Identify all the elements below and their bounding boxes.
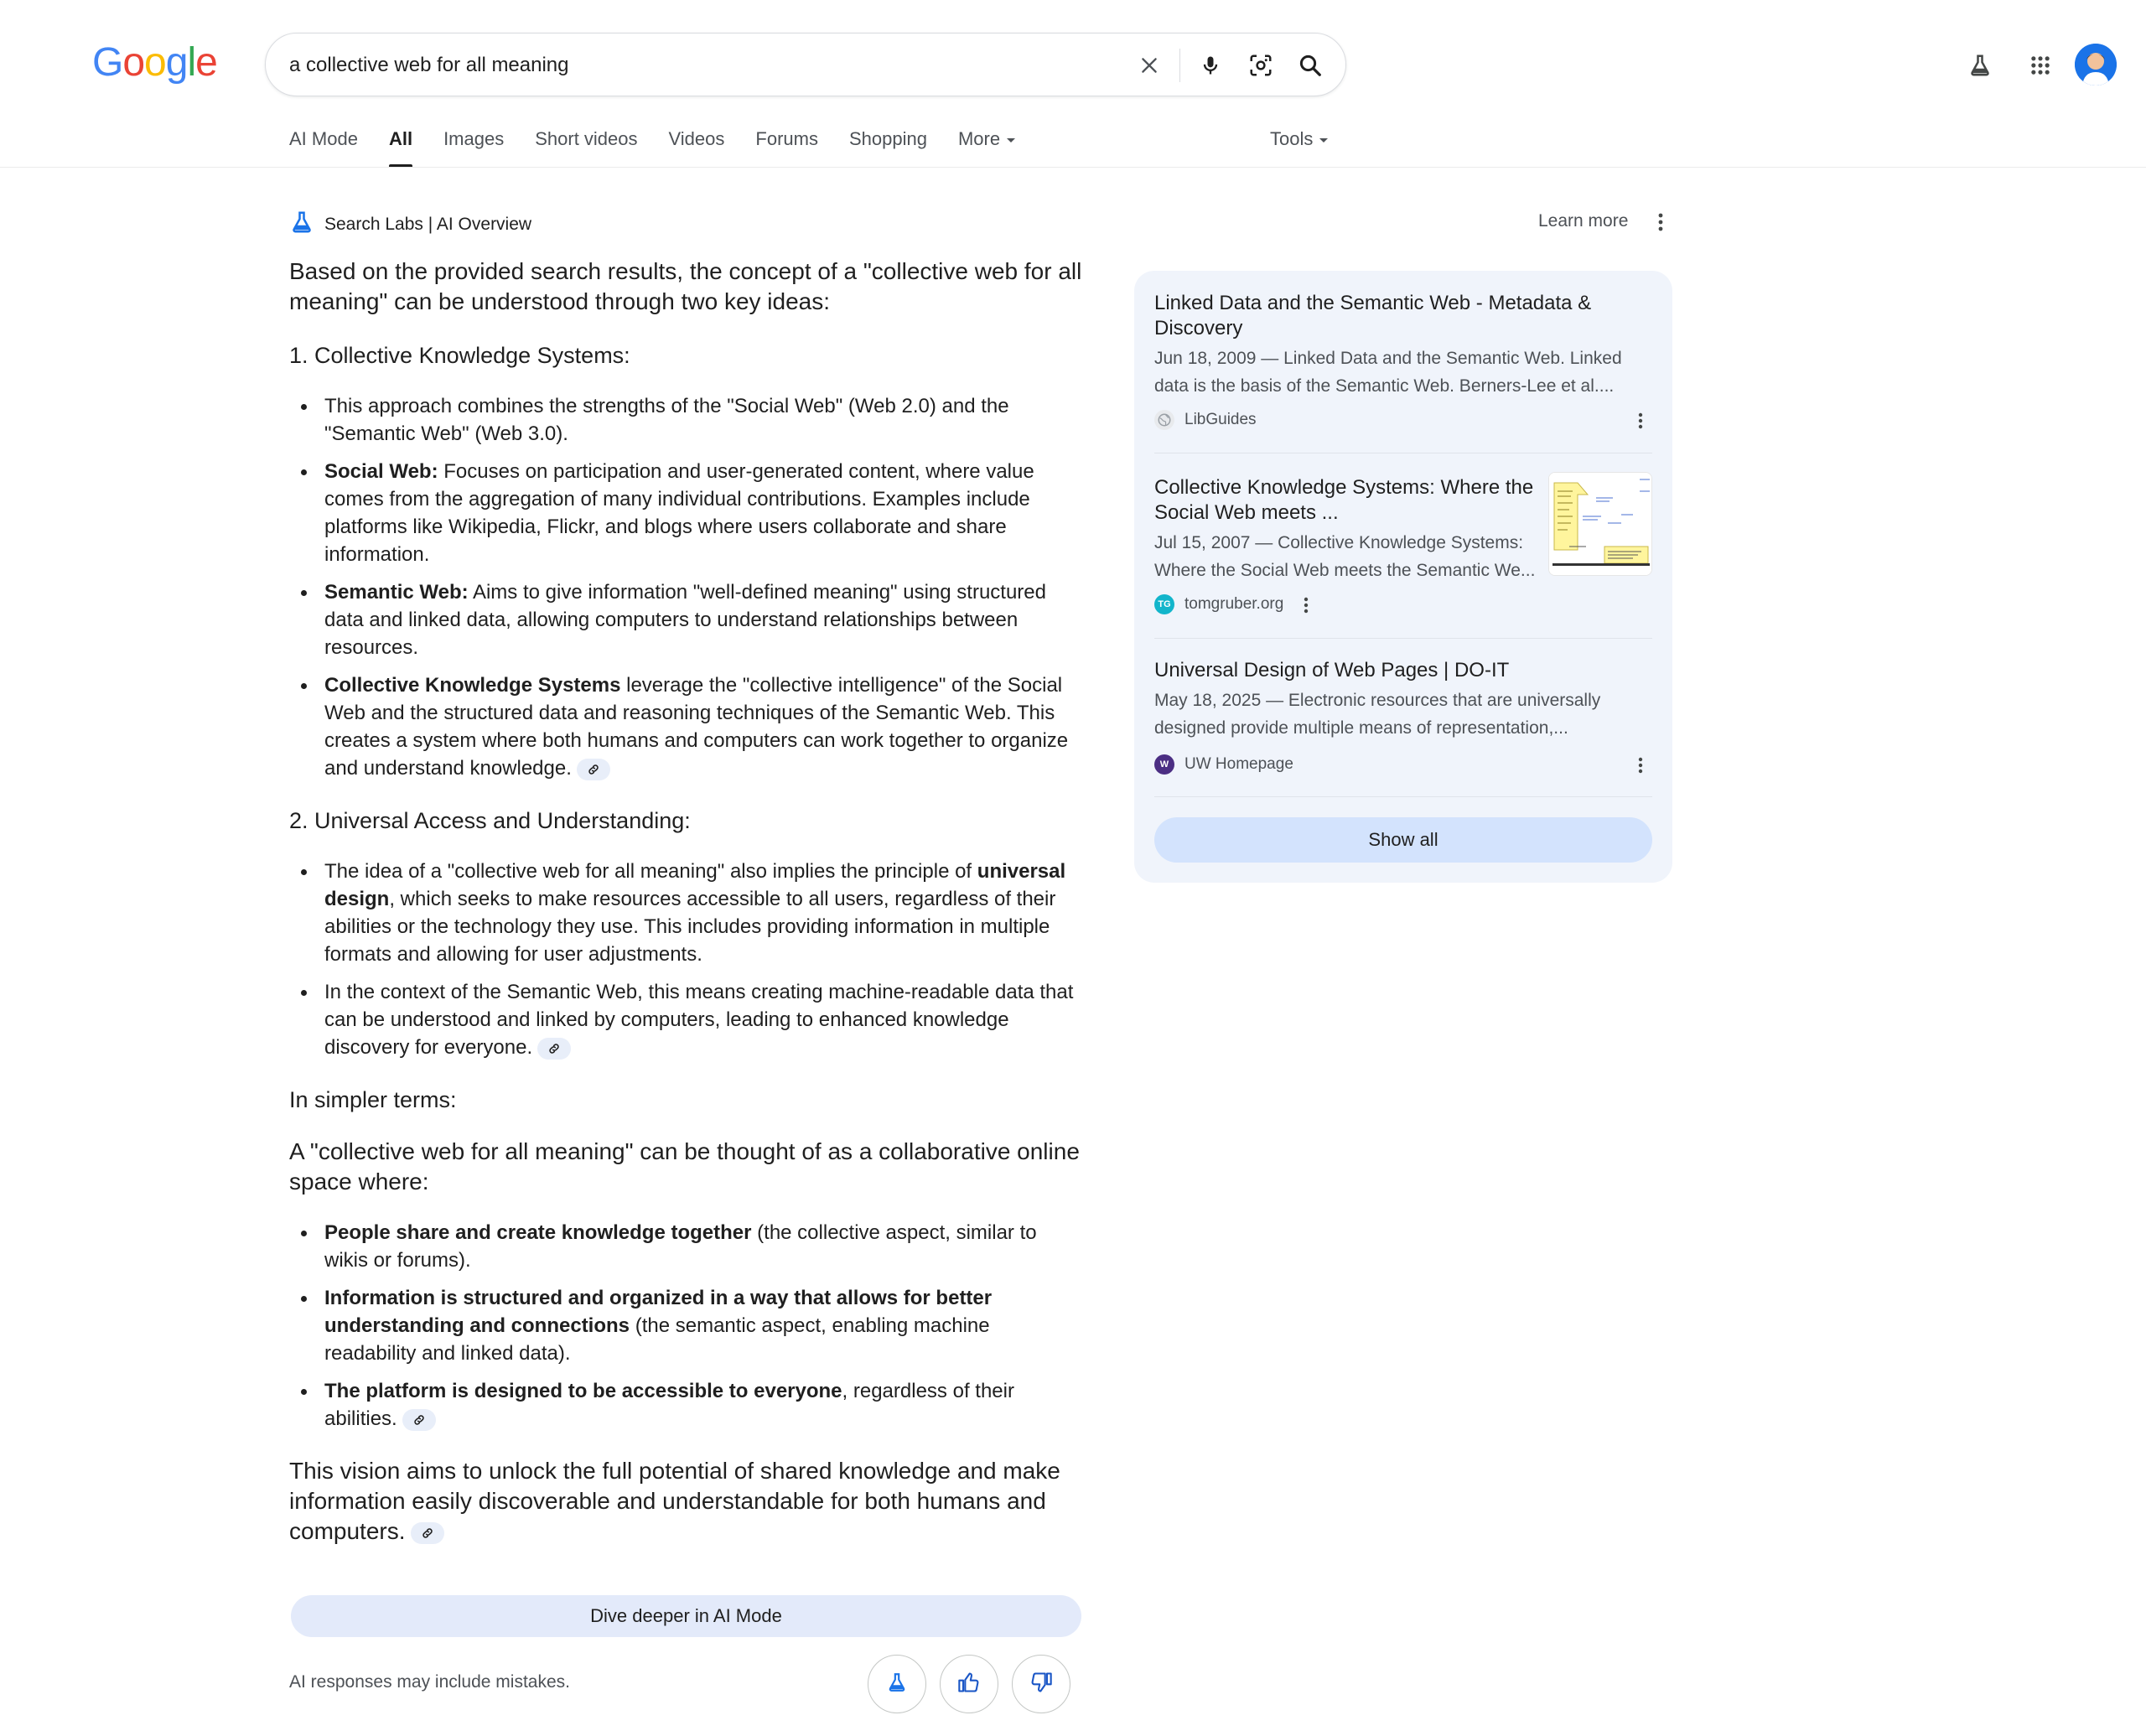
caret-down-icon bbox=[1319, 138, 1328, 143]
thumbs-up-button[interactable] bbox=[940, 1655, 998, 1713]
bullet-text: In the context of the Semantic Web, this means creating machine-readable data that can be understood and linked by computers, leading to enhanced knowledge discovery for everyone. bbox=[324, 981, 1074, 1059]
list-item bbox=[289, 458, 1086, 568]
source-card[interactable] bbox=[1154, 475, 1540, 584]
clear-icon[interactable] bbox=[1133, 49, 1166, 82]
tab-ai-mode[interactable] bbox=[289, 126, 358, 168]
ai-overview-body bbox=[289, 257, 1086, 1572]
source-link-icon[interactable] bbox=[537, 1038, 571, 1060]
simpler-intro: A "collective web for all meaning" can be thought of as a collaborative online space where: bbox=[289, 1138, 1080, 1194]
list-item bbox=[289, 1284, 1086, 1367]
google-logo[interactable] bbox=[92, 39, 217, 87]
conclusion-text: This vision aims to unlock the full potential of shared knowledge and make information easily discoverable and understandable for both humans and computers. bbox=[289, 1458, 1060, 1544]
logo-letter: o bbox=[144, 40, 166, 85]
logo-letter: g bbox=[165, 40, 188, 85]
microphone-icon[interactable] bbox=[1194, 49, 1227, 82]
tab-label: Forums bbox=[755, 128, 818, 149]
source-thumbnail[interactable] bbox=[1548, 472, 1652, 576]
tab-label: Short videos bbox=[535, 128, 638, 149]
dive-deeper-button[interactable]: Dive deeper in AI Mode bbox=[291, 1595, 1081, 1637]
bullet-list bbox=[289, 858, 1086, 1061]
list-item bbox=[289, 978, 1086, 1061]
tab-label: Shopping bbox=[848, 128, 927, 149]
caret-down-icon bbox=[1007, 138, 1015, 143]
list-item bbox=[289, 671, 1086, 782]
search-box[interactable] bbox=[265, 33, 1346, 96]
labs-flask-icon[interactable] bbox=[1962, 47, 1998, 84]
source-title[interactable]: Collective Knowledge Systems: Where the Social Web meets ... bbox=[1154, 476, 1534, 524]
bullet-list bbox=[289, 392, 1086, 782]
bullet-bold: Collective Knowledge Systems bbox=[324, 674, 621, 697]
labs-feedback-button[interactable] bbox=[868, 1655, 926, 1713]
tab-short-videos[interactable] bbox=[535, 126, 637, 168]
labs-flask-icon bbox=[289, 210, 314, 240]
bullet-text: (the collective aspect, similar to wikis or forums). bbox=[324, 1221, 1037, 1272]
section-heading: 1. Collective Knowledge Systems: bbox=[289, 343, 630, 368]
more-options-icon[interactable] bbox=[1632, 753, 1649, 778]
source-link-icon[interactable] bbox=[402, 1409, 436, 1431]
thumbs-up-icon bbox=[957, 1671, 981, 1698]
list-item bbox=[289, 578, 1086, 661]
tab-label: Videos bbox=[668, 128, 725, 149]
ai-disclaimer: AI responses may include mistakes. bbox=[289, 1672, 570, 1692]
more-options-icon[interactable] bbox=[1298, 593, 1314, 618]
section-heading: 2. Universal Access and Understanding: bbox=[289, 808, 691, 833]
source-divider bbox=[1154, 796, 1652, 797]
tab-label: Images bbox=[443, 128, 505, 149]
search-icon[interactable] bbox=[1293, 49, 1327, 82]
logo-letter: l bbox=[187, 40, 196, 85]
source-card[interactable] bbox=[1154, 658, 1652, 742]
ai-overview-header bbox=[289, 210, 531, 240]
source-card[interactable] bbox=[1154, 291, 1652, 400]
source-site[interactable] bbox=[1154, 410, 1257, 430]
tab-forums[interactable] bbox=[755, 126, 818, 168]
bullet-text: The idea of a "collective web for all meaning" also implies the principle of bbox=[324, 860, 977, 883]
tab-label: More bbox=[957, 128, 1001, 149]
section-heading: In simpler terms: bbox=[289, 1087, 457, 1112]
source-link-icon[interactable] bbox=[411, 1522, 444, 1544]
bullet-text: (the semantic aspect, enabling machine readability and linked data). bbox=[324, 1314, 990, 1365]
bullet-list bbox=[289, 1219, 1086, 1433]
search-tabs bbox=[289, 126, 1046, 168]
bullet-text: This approach combines the strengths of the "Social Web" (Web 2.0) and the "Semantic Web" (Web 3.0). bbox=[324, 395, 1009, 445]
source-snippet: May 18, 2025 — Electronic resources that are universally designed provide multiple means of representation,... bbox=[1154, 691, 1601, 738]
tab-all[interactable] bbox=[389, 126, 412, 168]
site-name: UW Homepage bbox=[1184, 755, 1293, 773]
bullet-text: Focuses on participation and user-generated content, where value comes from the aggregation of many individual contributions. Examples include platforms like Wikipedia, Flickr, and blogs where users collaborate and share information. bbox=[324, 460, 1034, 566]
sources-panel bbox=[1134, 271, 1672, 883]
site-name: tomgruber.org bbox=[1184, 595, 1284, 613]
tab-images[interactable] bbox=[443, 126, 504, 168]
more-options-icon[interactable] bbox=[1650, 210, 1672, 235]
tools-label: Tools bbox=[1270, 128, 1314, 149]
list-item bbox=[289, 1219, 1086, 1274]
source-divider bbox=[1154, 638, 1652, 639]
logo-letter: o bbox=[122, 40, 145, 85]
source-snippet: Jul 15, 2007 — Collective Knowledge Systems: Where the Social Web meets the Semantic We... bbox=[1154, 533, 1536, 580]
tab-label: AI Mode bbox=[289, 128, 358, 149]
bullet-bold: The platform is designed to be accessible to everyone bbox=[324, 1380, 842, 1402]
apps-grid-icon[interactable] bbox=[2022, 47, 2059, 84]
bullet-text: leverage the "collective intelligence" of the Social Web and the structured data and reasoning techniques of the Semantic Web. This creates a system where both humans and computers can work together to organize and understand knowledge. bbox=[324, 674, 1069, 780]
logo-letter: e bbox=[195, 40, 217, 85]
account-avatar[interactable] bbox=[2075, 44, 2117, 86]
source-title[interactable]: Universal Design of Web Pages | DO-IT bbox=[1154, 659, 1510, 681]
site-name: LibGuides bbox=[1184, 411, 1257, 428]
tools-button[interactable] bbox=[1270, 126, 1328, 153]
source-site[interactable] bbox=[1154, 754, 1293, 775]
tab-more[interactable] bbox=[958, 126, 1015, 168]
more-options-icon[interactable] bbox=[1632, 408, 1649, 433]
globe-icon bbox=[1154, 410, 1174, 430]
list-item bbox=[289, 858, 1086, 968]
header-divider bbox=[0, 167, 2146, 168]
bullet-bold: universal design bbox=[324, 860, 1066, 910]
thumbs-down-icon bbox=[1029, 1671, 1053, 1698]
tab-shopping[interactable] bbox=[849, 126, 927, 168]
bullet-bold: Information is structured and organized in a way that allows for better understanding and connections bbox=[324, 1287, 993, 1337]
lens-camera-icon[interactable] bbox=[1244, 49, 1278, 82]
source-snippet: Jun 18, 2009 — Linked Data and the Semantic Web. Linked data is the basis of the Semantic Web. Berners-Lee et al.... bbox=[1154, 349, 1622, 396]
bullet-bold: People share and create knowledge together bbox=[324, 1221, 752, 1244]
list-item bbox=[289, 392, 1086, 448]
bullet-text: , which seeks to make resources accessible to all users, regardless of their abilities or the technology they use. This includes providing information in multiple formats and allowing for user adjustments. bbox=[324, 888, 1056, 966]
logo-letter: G bbox=[92, 40, 123, 85]
bullet-bold: Semantic Web: bbox=[324, 581, 469, 604]
labs-flask-icon bbox=[886, 1671, 908, 1697]
bullet-bold: Social Web: bbox=[324, 460, 438, 483]
bullet-text: , regardless of their abilities. bbox=[324, 1380, 1014, 1430]
search-input[interactable]: a collective web for all meaning bbox=[289, 54, 569, 76]
bullet-text: Aims to give information "well-defined meaning" using structured data and linked data, allowing computers to understand relationships between resources. bbox=[324, 581, 1046, 659]
learn-more-link[interactable]: Learn more bbox=[1538, 211, 1629, 231]
tab-label: All bbox=[388, 128, 413, 149]
ai-overview-title: Search Labs | AI Overview bbox=[324, 215, 532, 234]
site-favicon: W bbox=[1154, 754, 1174, 775]
show-all-button[interactable]: Show all bbox=[1154, 817, 1652, 863]
site-favicon: TG bbox=[1154, 594, 1174, 614]
conclusion-paragraph bbox=[289, 1456, 1086, 1547]
source-title[interactable]: Linked Data and the Semantic Web - Metadata & Discovery bbox=[1154, 292, 1592, 339]
tab-videos[interactable] bbox=[669, 126, 725, 168]
thumbs-down-button[interactable] bbox=[1012, 1655, 1070, 1713]
ai-overview-intro: Based on the provided search results, the concept of a "collective web for all meaning" can be understood through two key ideas: bbox=[289, 258, 1082, 314]
source-site[interactable] bbox=[1154, 594, 1283, 614]
search-divider bbox=[1179, 49, 1180, 82]
source-link-icon[interactable] bbox=[577, 759, 610, 780]
list-item bbox=[289, 1377, 1086, 1433]
